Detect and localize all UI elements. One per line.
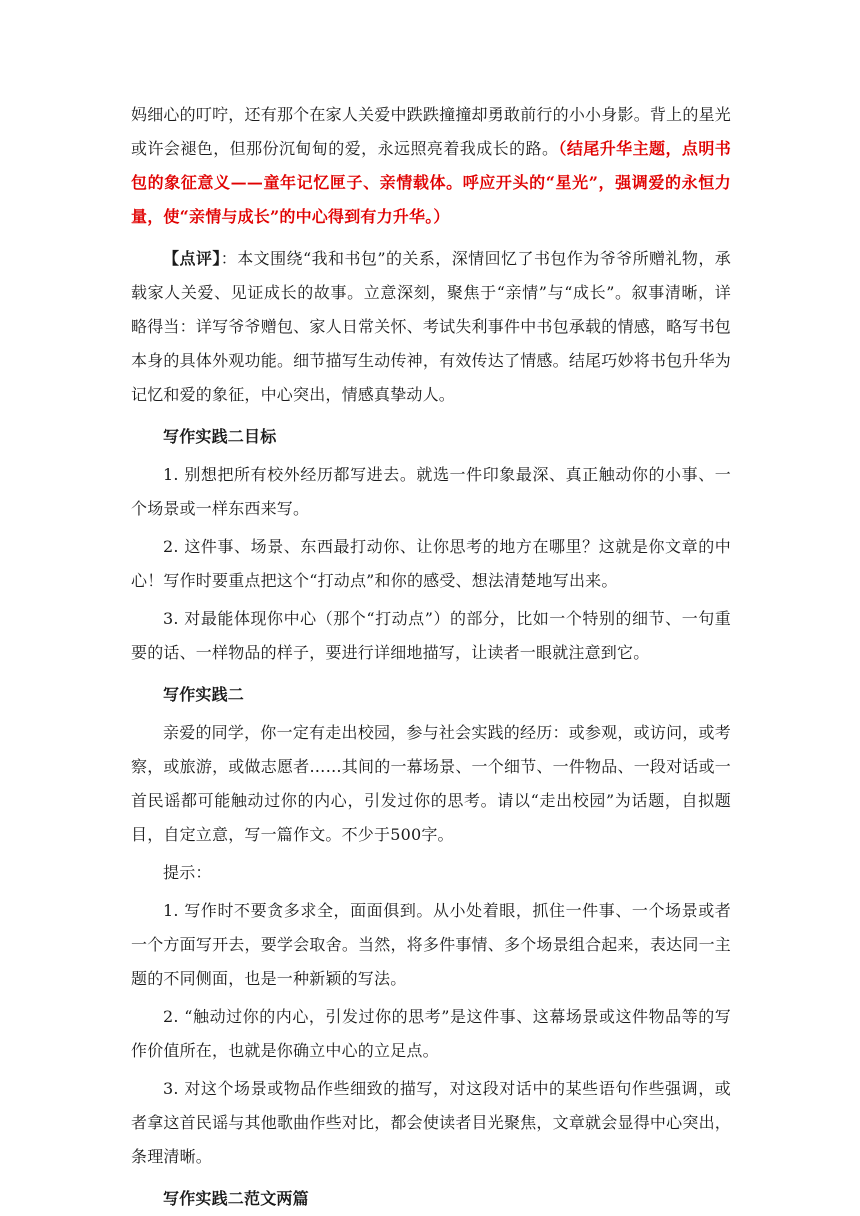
commentary-label: 【点评】	[163, 249, 221, 268]
goal-item-3: 3. 对最能体现你中心（那个“打动点”）的部分，比如一个特别的细节、一句重要的话、一样物品的样子，要进行详细地描写，让读者一眼就注意到它。	[131, 609, 731, 662]
goals-heading: 写作实践二目标	[163, 427, 277, 446]
practice-prompt: 亲爱的同学，你一定有走出校园，参与社会实践的经历：或参观，或访问，或考察，或旅游，或做志愿者……其间的一幕场景、一个细节、一件物品、一段对话或一首民谣都可能触动过你的内心，引发过你的思考。请以“走出校园”为话题，自拟题目，自定立意，写一篇作文。不少于500字。	[131, 723, 731, 844]
tip-item-3: 3. 对这个场景或物品作些细致的描写，对这段对话中的某些语句作些强调，或者拿这首民谣与其他歌曲作些对比，都会使读者目光聚焦，文章就会显得中心突出，条理清晰。	[131, 1079, 731, 1166]
closing-paragraph-text: 妈细心的叮咛，还有那个在家人关爱中跌跌撞撞却勇敢前行的小小身影。背上的星光或许会褪色，但那份沉甸甸的爱，永远照亮着我成长的路。	[131, 105, 731, 158]
tip-item-2: 2. “触动过你的内心，引发过你的思考”是这件事、这幕场景或这件物品等的写作价值所在，也就是你确立中心的立足点。	[131, 1007, 731, 1060]
goal-item-1: 1. 别想把所有校外经历都写进去。就选一件印象最深、真正触动你的小事、一个场景或一样东西来写。	[131, 465, 731, 518]
document-body	[131, 98, 731, 1216]
goal-item-2: 2. 这件事、场景、东西最打动你、让你思考的地方在哪里？这就是你文章的中心！写作时要重点把这个“打动点”和你的感受、想法清楚地写出来。	[131, 537, 731, 590]
practice-heading: 写作实践二	[163, 685, 245, 704]
commentary-text: ：本文围绕“我和书包”的关系，深情回忆了书包作为爷爷所赠礼物，承载家人关爱、见证成长的故事。立意深刻，聚焦于“亲情”与“成长”。叙事清晰，详略得当：详写爷爷赠包、家人日常关怀、考试失利事件中书包承载的情感，略写书包本身的具体外观功能。细节描写生动传神，有效传达了情感。结尾巧妙将书包升华为记忆和爱的象征，中心突出，情感真挚动人。	[131, 249, 731, 404]
tips-label: 提示：	[163, 863, 212, 882]
samples-heading: 写作实践二范文两篇	[163, 1189, 309, 1208]
tip-item-1: 1. 写作时不要贪多求全，面面俱到。从小处着眼，抓住一件事、一个场景或者一个方面写开去，要学会取舍。当然，将多件事情、多个场景组合起来，表达同一主题的不同侧面，也是一种新颖的写法。	[131, 901, 731, 988]
closing-paragraph	[131, 98, 731, 234]
closing-annotation: （结尾升华主题，点明书包的象征意义——童年记忆匣子、亲情载体。呼应开头的“星光”，强调爱的永恒力量，使“亲情与成长”的中心得到有力升华。）	[131, 139, 732, 226]
commentary-paragraph	[131, 242, 731, 412]
